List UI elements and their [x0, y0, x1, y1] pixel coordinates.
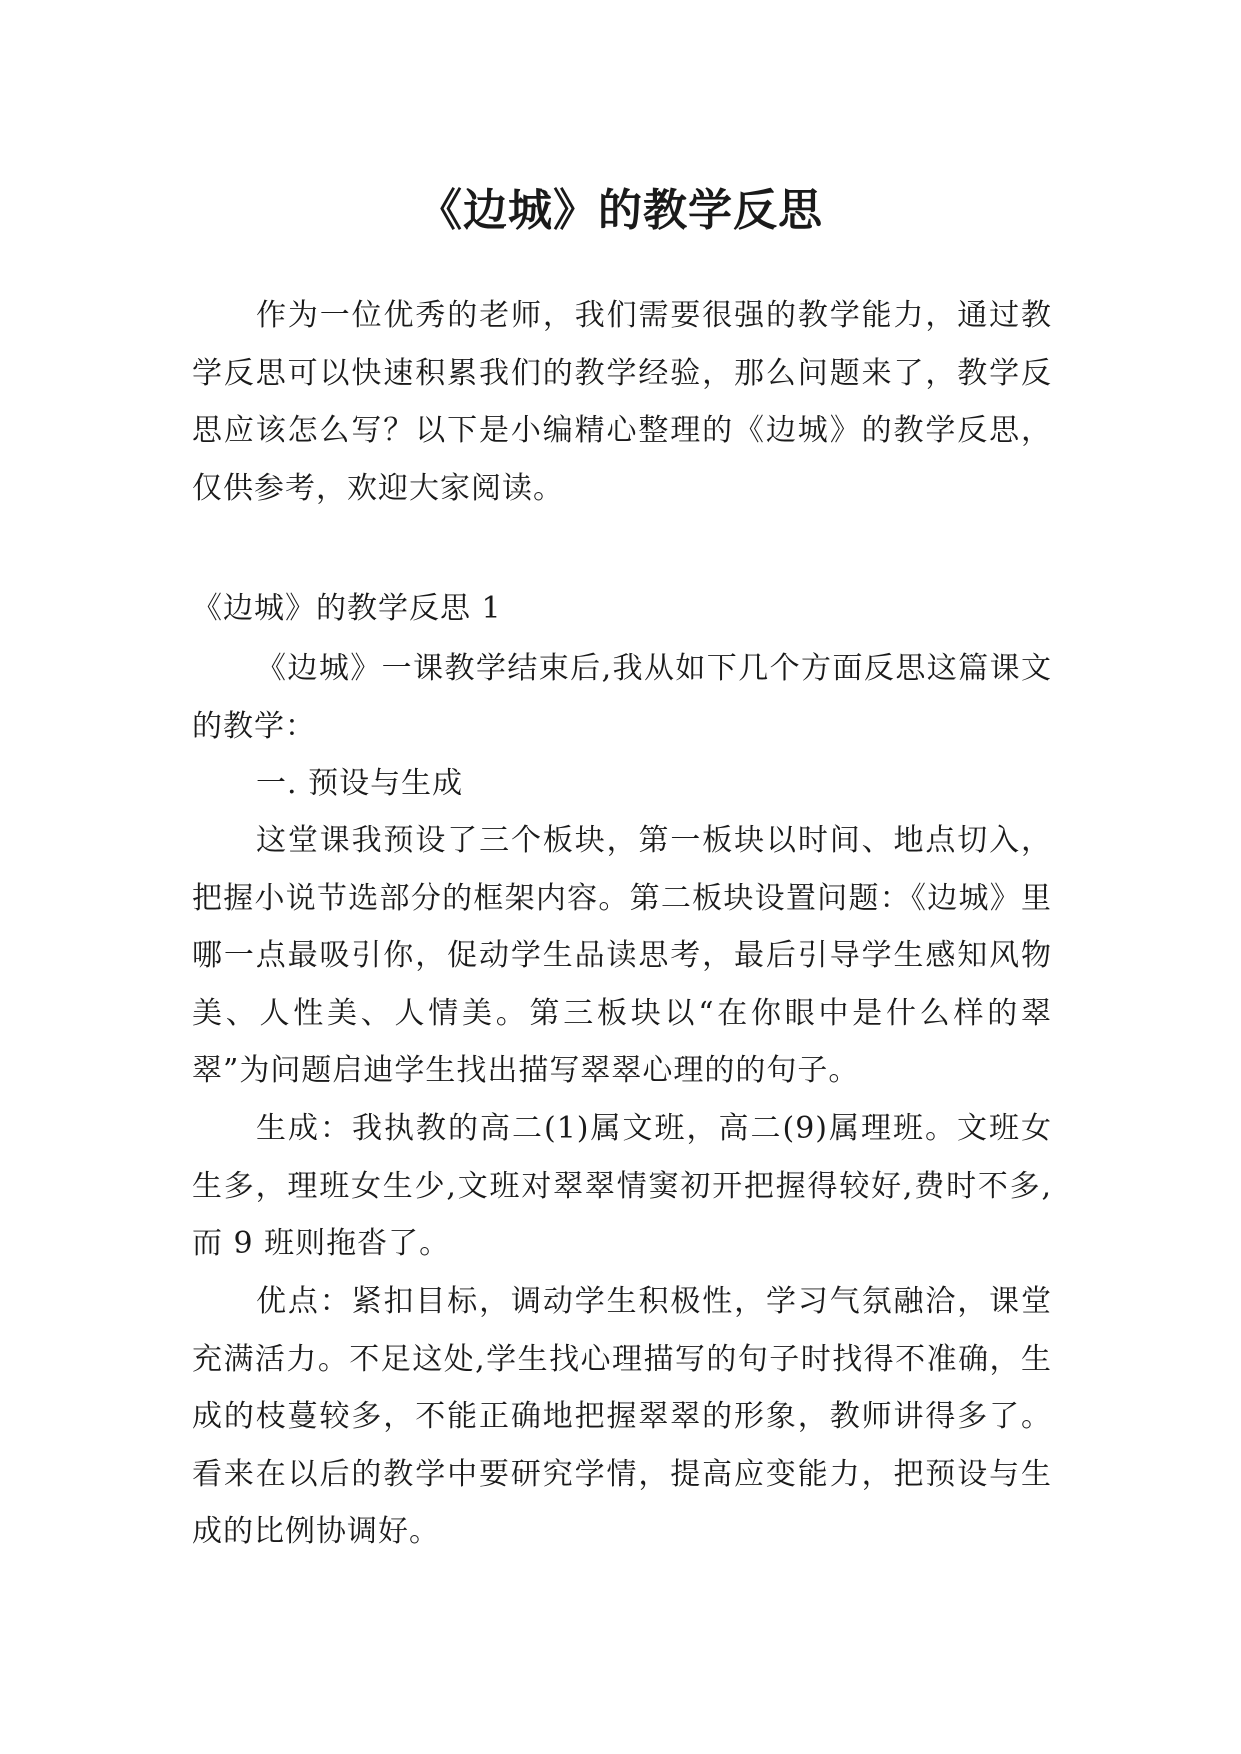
body-paragraph: 生成：我执教的高二(1)属文班，高二(9)属理班。文班女生多，理班女生少,文班对翠翠情窦初开把握得较好,费时不多,而 9 班则拖沓了。	[192, 1111, 1052, 1261]
body-paragraph: 这堂课我预设了三个板块，第一板块以时间、地点切入，把握小说节选部分的框架内容。第二板块设置问题：《边城》里哪一点最吸引你，促动学生品读思考，最后引导学生感知风物美、人性美、人情美。第三板块以“在你眼中是什么样的翠翠”为问题启迪学生找出描写翠翠心理的的句子。	[192, 823, 1052, 1088]
document-title: 《边城》的教学反思	[418, 185, 823, 237]
sub-heading: 一. 预设与生成	[256, 766, 464, 801]
section-heading: 《边城》的教学反思 1	[192, 591, 502, 626]
intro-paragraph: 作为一位优秀的老师，我们需要很强的教学能力，通过教学反思可以快速积累我们的教学经验，那么问题来了，教学反思应该怎么写？以下是小编精心整理的《边城》的教学反思，仅供参考，欢迎大家阅读。	[192, 298, 1052, 506]
body-paragraph: 优点：紧扣目标，调动学生积极性，学习气氛融洽，课堂充满活力。不足这处,学生找心理描写的句子时找得不准确，生成的枝蔓较多，不能正确地把握翠翠的形象，教师讲得多了。看来在以后的教学中要研究学情，提高应变能力，把预设与生成的比例协调好。	[192, 1284, 1052, 1549]
body-paragraph: 《边城》一课教学结束后,我从如下几个方面反思这篇课文的教学：	[192, 651, 1052, 744]
